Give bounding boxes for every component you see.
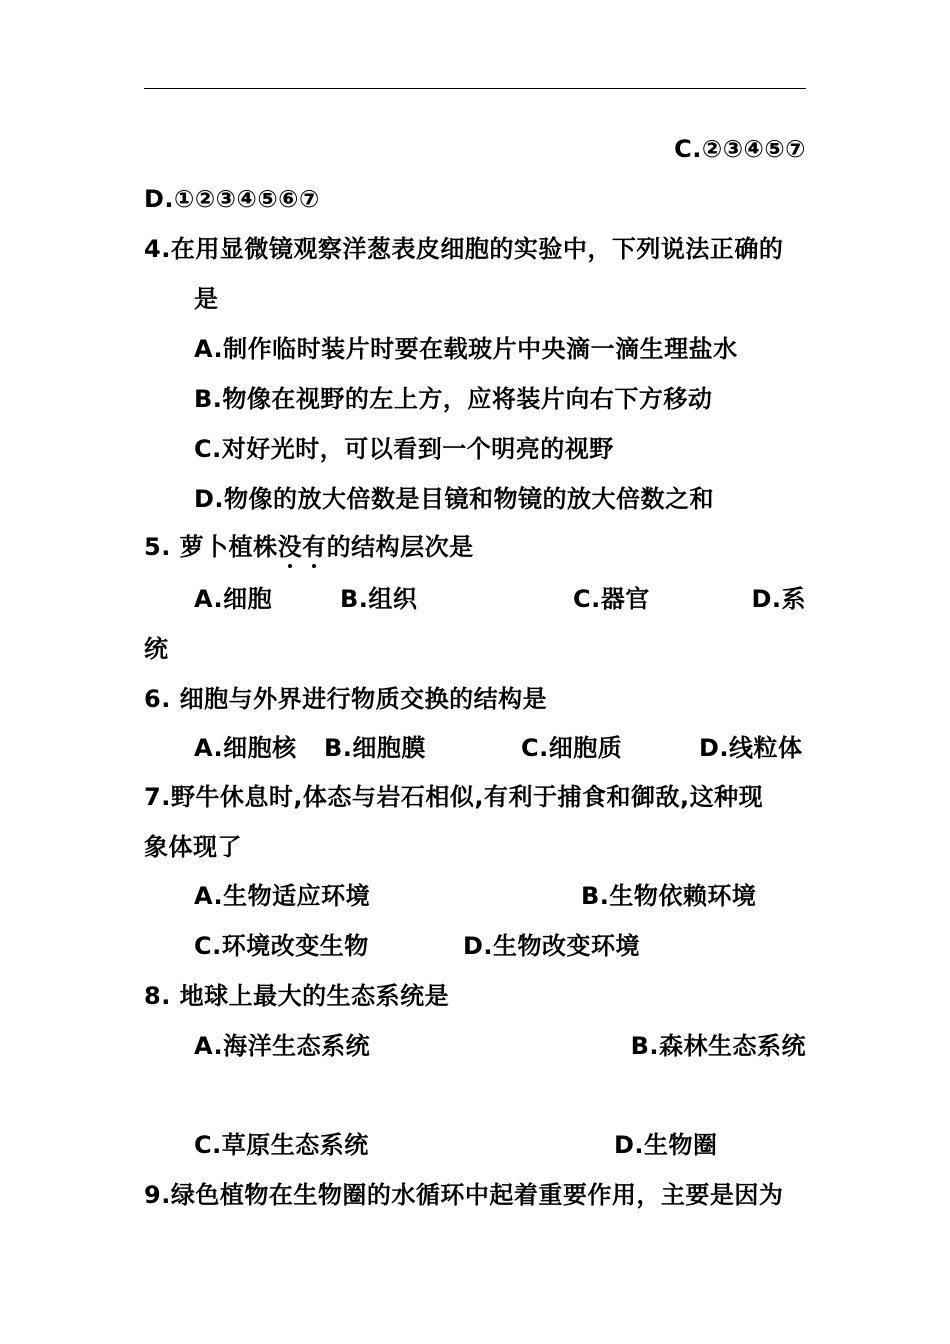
q4-option-d: D.物像的放大倍数是目镜和物镜的放大倍数之和 — [194, 485, 715, 513]
q5-stem — [144, 532, 474, 562]
q3-option-c: C.②③④⑤⑦ — [674, 135, 806, 163]
q8-option-b: B.森林生态系统 — [630, 1032, 806, 1060]
q4-option-b: B.物像在视野的左上方，应将装片向右下方移动 — [194, 385, 713, 413]
q5-option-b: B.组织 — [340, 585, 418, 613]
q5-stem-after: 的结构层次是 — [326, 533, 474, 561]
q7-option-b: B.生物依赖环境 — [581, 882, 757, 910]
q7-option-c: C.环境改变生物 — [194, 932, 369, 960]
q3-option-d: D.①②③④⑤⑥⑦ — [144, 185, 320, 213]
q4-stem-line1: 4.在用显微镜观察洋葱表皮细胞的实验中，下列说法正确的 — [144, 235, 784, 263]
q8-stem: 8. 地球上最大的生态系统是 — [144, 982, 450, 1010]
q5-option-d-wrap: 统 — [144, 635, 169, 663]
q5-option-c: C.器官 — [573, 585, 650, 613]
q4-option-c: C.对好光时，可以看到一个明亮的视野 — [194, 435, 614, 463]
q4-option-a: A.制作临时装片时要在载玻片中央滴一滴生理盐水 — [194, 335, 738, 363]
q5-stem-before: 5. 萝卜植株 — [144, 533, 278, 561]
q6-option-c: C.细胞质 — [521, 734, 623, 762]
q6-option-d: D.线粒体 — [699, 734, 803, 762]
q5-emphasis-char-2: 有 — [302, 533, 327, 561]
q8-option-c: C.草原生态系统 — [194, 1131, 369, 1159]
q5-option-a: A.细胞 — [194, 585, 273, 613]
q6-option-b: B.细胞膜 — [324, 734, 426, 762]
q6-stem: 6. 细胞与外界进行物质交换的结构是 — [144, 685, 548, 713]
q7-option-a: A.生物适应环境 — [194, 882, 371, 910]
q4-stem-line2: 是 — [194, 285, 219, 313]
q7-stem-line1: 7.野牛休息时,体态与岩石相似,有利于捕食和御敌,这种现 — [144, 783, 764, 811]
header-rule — [144, 88, 806, 89]
q7-stem-line2: 象体现了 — [144, 833, 242, 861]
q8-option-a: A.海洋生态系统 — [194, 1032, 371, 1060]
q6-option-a: A.细胞核 — [194, 734, 297, 762]
q5-option-d: D.系 — [751, 585, 806, 613]
q5-emphasis-char-1: 没 — [277, 533, 303, 561]
q9-stem-line1: 9.绿色植物在生物圈的水循环中起着重要作用，主要是因为 — [144, 1181, 784, 1209]
q8-option-d: D.生物圈 — [614, 1131, 718, 1159]
q7-option-d: D.生物改变环境 — [463, 932, 641, 960]
